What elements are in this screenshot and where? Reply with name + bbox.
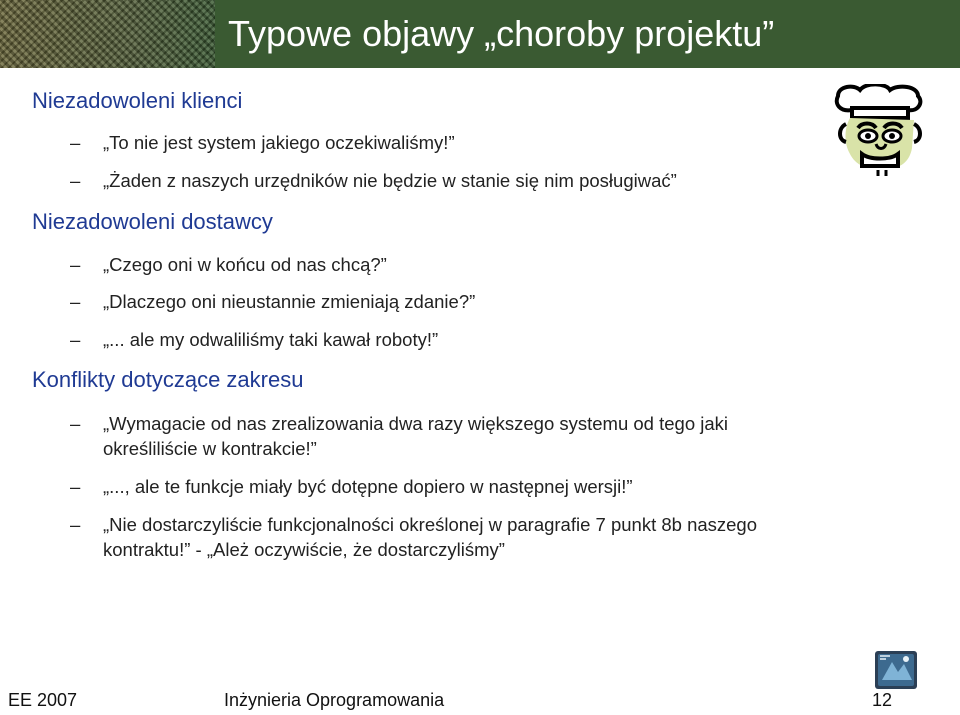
bullet-dash: – bbox=[70, 476, 81, 497]
bullet-dash: – bbox=[70, 254, 81, 275]
bullet-text: „Wymagacie od nas zrealizowania dwa razy większego systemu od tego jaki określiliście w kontrakcie!” bbox=[103, 413, 729, 459]
section-heading-vendors: Niezadowoleni dostawcy bbox=[32, 209, 273, 234]
bullet-dash: – bbox=[70, 413, 81, 434]
footer-left: EE 2007 bbox=[8, 690, 78, 710]
bullet-text: „... ale my odwaliliśmy taki kawał roboty!” bbox=[103, 329, 439, 350]
footer-center: Inżynieria Oprogramowania bbox=[224, 690, 445, 710]
bullet-dash: – bbox=[70, 170, 81, 191]
title-bar-texture bbox=[0, 0, 215, 68]
bullet-text: „To nie jest system jakiego oczekiwaliśmy!” bbox=[103, 132, 455, 153]
bullet-dash: – bbox=[70, 514, 81, 535]
bullet-text: „Czego oni w końcu od nas chcą?” bbox=[103, 254, 387, 275]
chef-icon bbox=[832, 84, 928, 176]
page-number: 12 bbox=[872, 690, 893, 710]
bullet-text: „Żaden z naszych urzędników nie będzie w stanie się nim posługiwać” bbox=[103, 170, 677, 191]
section-heading-scope-conflicts: Konflikty dotyczące zakresu bbox=[32, 367, 304, 392]
bullet-text: „Dlaczego oni nieustannie zmieniają zdanie?” bbox=[103, 291, 476, 312]
section-heading-clients: Niezadowoleni klienci bbox=[32, 88, 243, 113]
bullet-text: „..., ale te funkcje miały być dotępne dopiero w następnej wersji!” bbox=[103, 476, 633, 497]
bullet-dash: – bbox=[70, 329, 81, 350]
bullet-dash: – bbox=[70, 132, 81, 153]
title-bar bbox=[0, 0, 960, 68]
footer-logo-icon bbox=[874, 650, 918, 690]
bullet-dash: – bbox=[70, 291, 81, 312]
bullet-text: „Nie dostarczyliście funkcjonalności określonej w paragrafie 7 punkt 8b naszego kontraktu!” - „Ależ oczywiście, że dostarczyliśmy” bbox=[103, 514, 758, 560]
slide-title: Typowe objawy „choroby projektu” bbox=[228, 13, 775, 54]
